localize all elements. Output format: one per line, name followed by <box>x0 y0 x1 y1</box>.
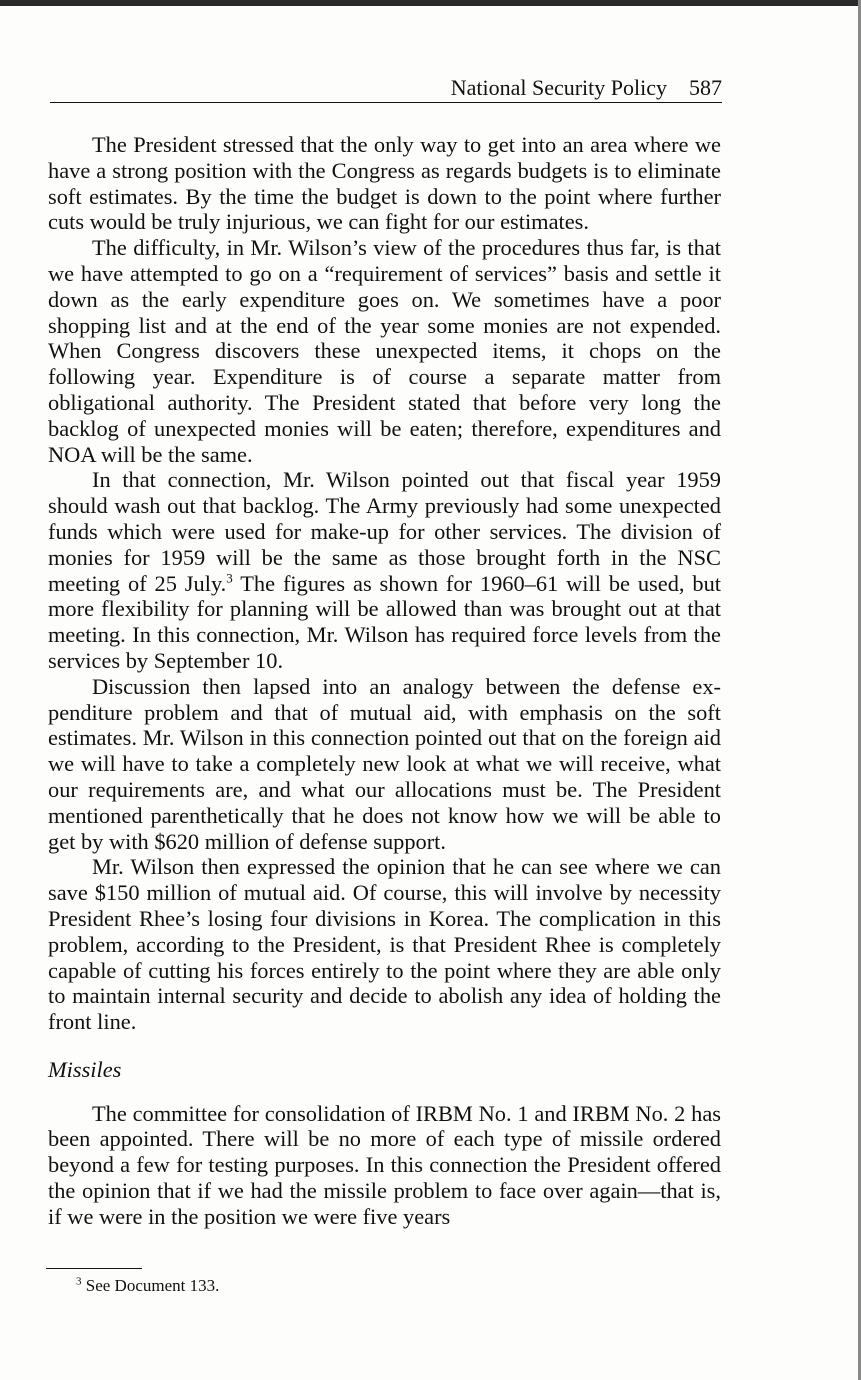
section-heading-missiles: Missiles <box>48 1056 122 1082</box>
footnote-text: See Document 133. <box>81 1276 220 1295</box>
paragraph-2: The difficulty, in Mr. Wilson’s view of the procedures thus far, is that we have attempted to go on a “requirement of services” basis and settle it down as the early expenditure goes on. We sometimes have a poor shopping list and at the end of the year some monies are not expended. When Congress discovers these unexpected items, it chops on the following year. Expenditure is of course a separate matter from obligational authority. The President stated that before very long the backlog of unexpected monies will be eaten; therefore, expenditures and NOA will be the same. <box>48 235 721 467</box>
footnote-divider <box>46 1268 142 1269</box>
page-number: 587 <box>689 75 722 100</box>
running-header-title: National Security Policy <box>450 75 667 100</box>
paragraph-1: The President stressed that the only way to get into an area where we have a strong position with the Congress as regards budgets is to eliminate soft estimates. By the time the budget is down to the point where further cuts would be truly injurious, we can fight for our estimates. <box>48 132 721 235</box>
page-top-edge <box>0 0 861 6</box>
footnote-number: 3 <box>76 1275 82 1288</box>
body-text <box>48 132 721 1230</box>
footnote-reference: 3 <box>226 570 233 586</box>
paragraph-5: Mr. Wilson then expressed the opinion that he can see where we can save $150 million of mutual aid. Of course, this will involve by necessity President Rhee’s losing four divisions in Korea. The complication in this problem, according to the President, is that President Rhee is completely capable of cutting his forces entirely to the point where they are able only to maintain internal security and decide to abolish any idea of holding the front line. <box>48 854 721 1035</box>
paragraph-3-text-a: In that connection, Mr. Wilson pointed out that fiscal year 1959 should wash out that backlog. The Army previously had some unexpected funds which were used for make-up for other services. The division of monies for 1959 will be the same as those brought forth in the NSC meeting of 25 July. <box>48 467 721 596</box>
paragraph-3 <box>48 467 721 673</box>
running-header <box>50 74 722 103</box>
footnote <box>76 1276 219 1296</box>
paragraph-missiles: The committee for consolidation of IRBM No. 1 and IRBM No. 2 has been appointed. There will be no more of each type of missile ordered beyond a few for testing purposes. In this connection the President offered the opinion that if we had the missile problem to face over again—that is, if we were in the position we were five years <box>48 1100 721 1229</box>
paragraph-4: Discussion then lapsed into an analogy between the defense expenditure problem and that of mutual aid, with emphasis on the soft estimates. Mr. Wilson in this connection pointed out that on the foreign aid we will have to take a completely new look at what we will receive, what our requirements are, and what our allocations must be. The President mentioned parenthetically that he does not know how we will be able to get by with $620 million of defense support. <box>48 673 721 854</box>
paragraph-3-text-b: The figures as shown for 1960–61 will be used, but more flexibility for planning will be allowed than was brought out at that meeting. In this connection, Mr. Wilson has required force levels from the services by September 10. <box>48 570 721 673</box>
